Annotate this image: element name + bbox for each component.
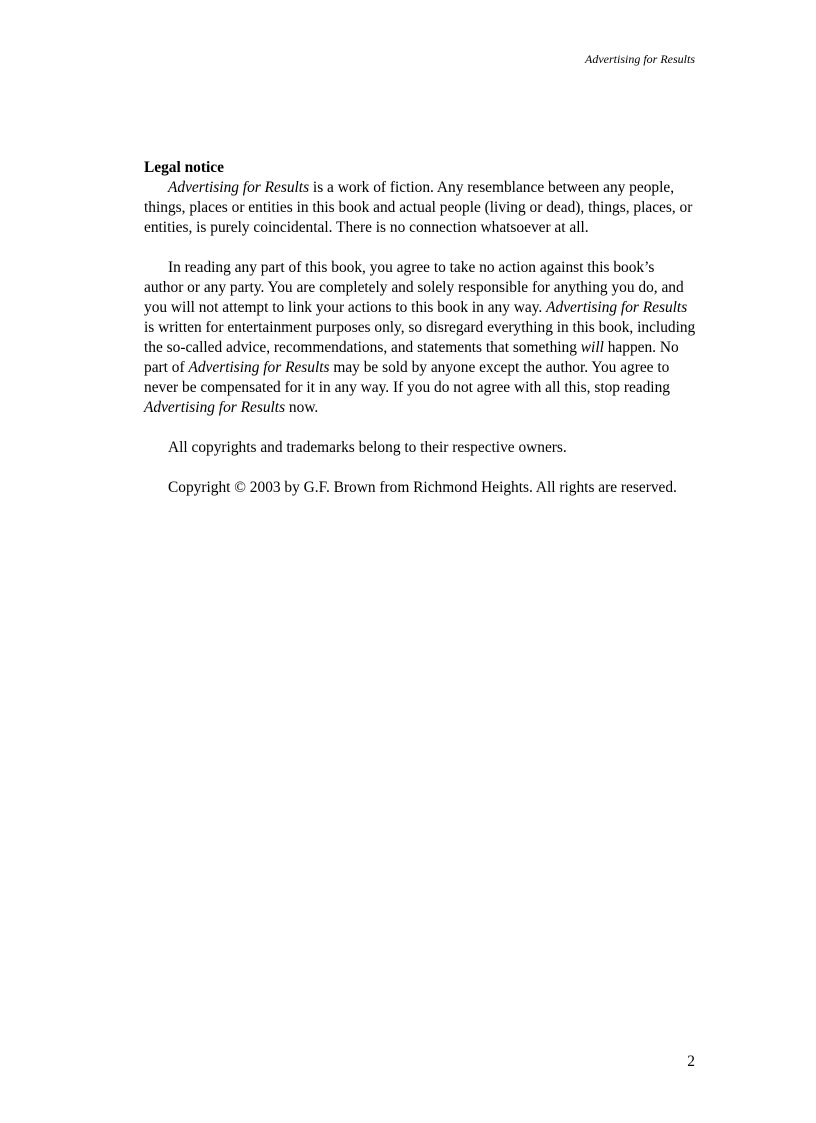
emphasis-word: will (580, 339, 604, 356)
section-heading: Legal notice (144, 159, 224, 176)
paragraph-text: is a work of fiction. Any resemblance between any people, things, places or entities in this book and actual people (living or dead), things, places, or entities, is purely coincidental. There is no connection whatsoever at all. (144, 179, 693, 236)
book-title: Advertising for Results (168, 179, 310, 196)
paragraph-text: In reading any part of this book, you agree to take no action against this book’s author or any party. You are completely and solely responsible for anything you do, and you will not attempt to link your actions to this book in any way. (144, 259, 684, 316)
paragraph-fiction-disclaimer (144, 178, 696, 238)
legal-notice-section (144, 158, 696, 518)
paragraph-text: is written for entertainment purposes only, so disregard everything in this book, including the so-called advice, recommendations, and statements that something (144, 319, 696, 356)
paragraph-trademarks: All copyrights and trademarks belong to their respective owners. (168, 439, 567, 456)
paragraph-text: now. (285, 399, 319, 416)
running-header: Advertising for Results (585, 52, 695, 66)
book-title: Advertising for Results (188, 359, 330, 376)
book-title: Advertising for Results (144, 399, 286, 416)
page-number: 2 (687, 1053, 695, 1070)
paragraph-text: may be sold by anyone except the author. You agree to never be compensated for it in any way. If you do not agree with all this, stop reading (144, 359, 670, 396)
paragraph-copyright: Copyright © 2003 by G.F. Brown from Richmond Heights. All rights are reserved. (168, 479, 677, 496)
paragraph-text: happen. No part of (144, 339, 679, 376)
paragraph-liability-disclaimer (144, 258, 696, 418)
book-title: Advertising for Results (546, 299, 688, 316)
